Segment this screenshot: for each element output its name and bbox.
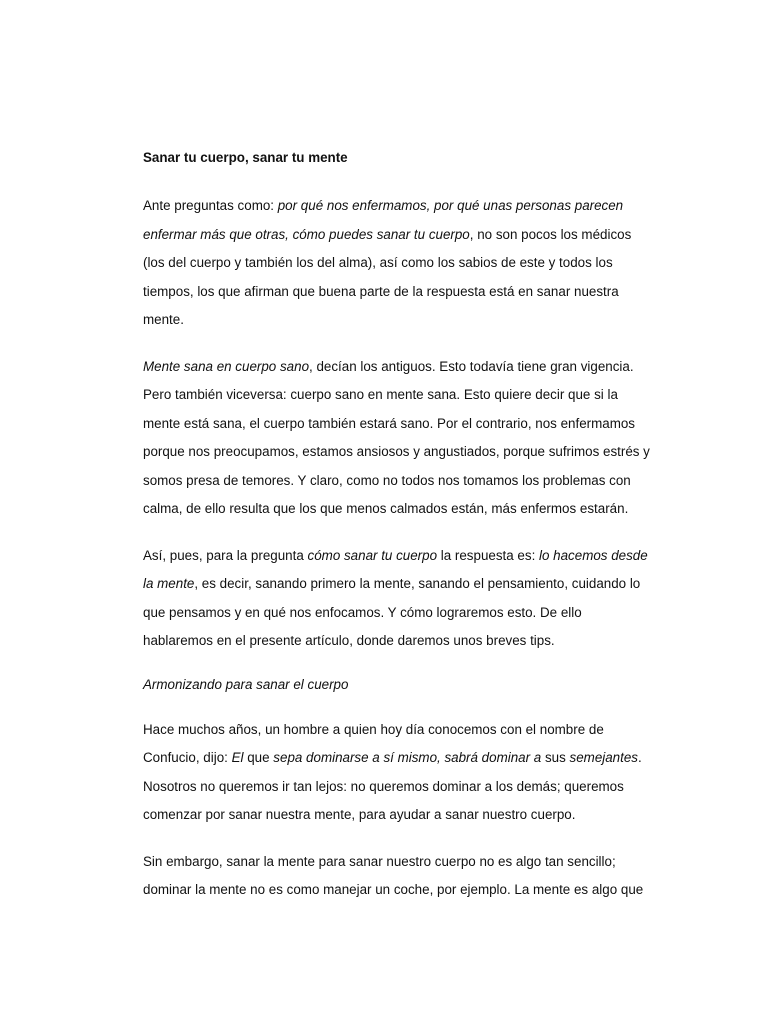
italic-text: cómo sanar tu cuerpo <box>307 547 438 563</box>
paragraph-1 <box>143 192 663 335</box>
italic-text: la mente <box>143 576 195 591</box>
text-line: somos presa de temores. Y claro, como no todos nos tomamos los problemas con <box>143 472 631 488</box>
italic-text: El <box>231 750 244 765</box>
text-line: comenzar por sanar nuestra mente, para ayudar a sanar nuestro cuerpo. <box>143 807 576 822</box>
text-line: tiempos, los que afirman que buena parte de la respuesta está en sanar nuestra <box>143 283 619 299</box>
paragraph-3 <box>143 542 663 656</box>
paragraph-4 <box>143 716 663 830</box>
text-run: . <box>638 750 642 765</box>
text-line: mente está sana, el cuerpo también estará sano. Por el contrario, nos enfermamos <box>143 415 635 431</box>
italic-text: sepa dominarse a sí mismo, sabrá dominar a <box>273 750 542 765</box>
section-subtitle: Armonizando para sanar el cuerpo <box>143 676 349 692</box>
text-line: (los del cuerpo y también los del alma), así como los sabios de este y todos los <box>143 255 613 270</box>
text-line <box>143 542 663 571</box>
text-run: la respuesta es: <box>437 547 540 563</box>
italic-text: por qué nos enfermamos, por qué unas personas parecen <box>277 198 624 213</box>
text-line: Hace muchos años, un hombre a quien hoy día conocemos con el nombre de <box>143 721 604 737</box>
document-body <box>143 147 663 923</box>
text-line: dominar la mente no es como manejar un coche, por ejemplo. La mente es algo que <box>143 882 644 897</box>
italic-text: semejantes <box>569 750 638 765</box>
italic-text: enfermar más que otras, cómo puedes sanar tu cuerpo <box>143 226 470 242</box>
text-line <box>143 744 663 773</box>
text-line: calma, de ello resulta que los que menos calmados están, más enfermos estarán. <box>143 501 629 516</box>
paragraph-2 <box>143 353 663 524</box>
text-run: , decían los antiguos. Esto todavía tiene gran vigencia. <box>309 358 634 374</box>
text-run: , no son pocos los médicos <box>469 226 632 242</box>
text-line <box>143 221 663 250</box>
text-line <box>143 192 663 221</box>
text-run: sus <box>541 750 570 765</box>
text-line: mente. <box>143 312 184 327</box>
text-line: porque nos preocupamos, estamos ansiosos y angustiados, porque sufrimos estrés y <box>143 444 650 459</box>
text-run: que <box>243 750 274 765</box>
text-line: que pensamos y en qué nos enfocamos. Y cómo lograremos esto. De ello <box>143 604 582 620</box>
text-line: Pero también viceversa: cuerpo sano en mente sana. Esto quiere decir que si la <box>143 387 618 402</box>
document-title: Sanar tu cuerpo, sanar tu mente <box>143 150 348 165</box>
text-run: , es decir, sanando primero la mente, sanando el pensamiento, cuidando lo <box>194 576 641 591</box>
text-line: hablaremos en el presente artículo, donde daremos unos breves tips. <box>143 633 555 648</box>
paragraph-5 <box>143 848 663 905</box>
text-run: Así, pues, para la pregunta <box>143 547 308 563</box>
text-run: Confucio, dijo: <box>143 750 232 765</box>
italic-text: Mente sana en cuerpo sano <box>143 358 310 374</box>
text-line: Sin embargo, sanar la mente para sanar nuestro cuerpo no es algo tan sencillo; <box>143 853 616 869</box>
italic-text: lo hacemos desde <box>539 547 648 563</box>
text-line <box>143 353 663 382</box>
text-line <box>143 570 663 599</box>
text-run: Ante preguntas como: <box>143 198 278 213</box>
text-line: Nosotros no queremos ir tan lejos: no queremos dominar a los demás; queremos <box>143 778 624 794</box>
